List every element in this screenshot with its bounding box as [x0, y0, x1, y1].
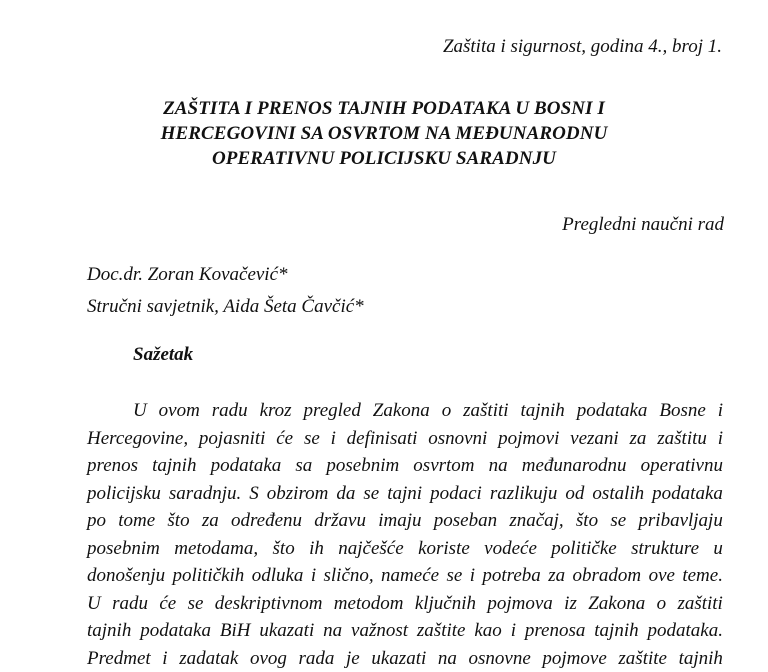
abstract-word: pojmove	[542, 645, 606, 672]
abstract-word: podataka	[577, 397, 648, 425]
abstract-word: imaju	[378, 507, 421, 535]
abstract-word: posebnim	[326, 452, 399, 480]
abstract-word: podataka	[652, 480, 723, 508]
abstract-word: podataka	[211, 452, 282, 480]
abstract-word: zaštite	[417, 617, 466, 645]
abstract-word: osvrtom	[413, 452, 474, 480]
abstract-word: Predmet	[87, 645, 151, 672]
abstract-word: vezani	[570, 425, 619, 453]
author-line: Stručni savjetnik, Aida Šeta Čavčić*	[87, 291, 364, 323]
abstract-word: podaci	[430, 480, 482, 508]
abstract-word: kao	[474, 617, 501, 645]
abstract-word: određenu	[231, 507, 302, 535]
abstract-word: S	[249, 480, 259, 508]
abstract-word: za	[202, 507, 219, 535]
abstract-word: zaštite	[618, 645, 667, 672]
abstract-word: metodom	[334, 590, 404, 618]
abstract-word: operativnu	[641, 452, 723, 480]
abstract-word: policijsku	[87, 480, 161, 508]
journal-header: Zaštita i sigurnost, godina 4., broj 1.	[443, 36, 722, 58]
abstract-word: tajnih	[594, 617, 638, 645]
abstract-word: saradnju.	[169, 480, 241, 508]
abstract-word: podataka	[140, 617, 211, 645]
abstract-word: U	[87, 590, 101, 618]
authors	[87, 259, 364, 323]
abstract-word: Bosne	[659, 397, 705, 425]
abstract-word: političke	[551, 535, 616, 563]
abstract-word: za	[548, 562, 565, 590]
abstract-word: i	[470, 562, 475, 590]
abstract-word: prenos	[87, 452, 138, 480]
abstract-word: metodama,	[174, 535, 258, 563]
abstract-word: pojasniti	[199, 425, 266, 453]
abstract-word: U	[133, 397, 147, 425]
abstract-word: državu	[314, 507, 366, 535]
abstract-word: posebnim	[87, 535, 160, 563]
abstract-word: radu	[212, 397, 248, 425]
abstract-word: nameće	[381, 562, 439, 590]
abstract-word: tajnih	[87, 617, 131, 645]
abstract-word: poseban	[434, 507, 497, 535]
abstract-word: i	[718, 397, 723, 425]
abstract-word: slično,	[324, 562, 374, 590]
abstract-word: i	[511, 617, 516, 645]
abstract-word: kroz	[260, 397, 292, 425]
abstract-word: razlikuju	[490, 480, 558, 508]
abstract-word: tajnih	[152, 452, 196, 480]
abstract-word: zadatak	[179, 645, 238, 672]
abstract-word: vodeće	[484, 535, 537, 563]
abstract-word: potreba	[482, 562, 540, 590]
title-line: ZAŠTITA I PRENOS TAJNIH PODATAKA U BOSNI I	[0, 96, 768, 121]
abstract-word: i	[311, 562, 316, 590]
abstract-word: ih	[309, 535, 324, 563]
abstract-word: Hercegovine,	[87, 425, 188, 453]
abstract-word: je	[346, 645, 360, 672]
abstract-word: prenosa	[525, 617, 586, 645]
abstract-body	[87, 397, 723, 672]
abstract-word: da	[336, 480, 355, 508]
abstract-word: pribavljaju	[638, 507, 722, 535]
abstract-line	[87, 562, 723, 590]
abstract-word: definisati	[347, 425, 418, 453]
abstract-word: ove	[649, 562, 675, 590]
abstract-word: deskriptivnom	[215, 590, 323, 618]
abstract-word: što	[273, 535, 295, 563]
abstract-word: obzirom	[267, 480, 329, 508]
abstract-word: koriste	[418, 535, 470, 563]
abstract-word: zaštitu	[657, 425, 707, 453]
abstract-word: obradom	[573, 562, 642, 590]
abstract-word: i	[162, 645, 167, 672]
paper-type: Pregledni naučni rad	[562, 214, 724, 236]
abstract-word: Zakona	[588, 590, 645, 618]
abstract-word: sa	[295, 452, 312, 480]
abstract-word: o	[442, 397, 452, 425]
title-line: OPERATIVNU POLICIJSKU SARADNJU	[0, 146, 768, 171]
abstract-word: radu	[112, 590, 148, 618]
abstract-word: se	[610, 507, 626, 535]
abstract-word: ključnih	[415, 590, 476, 618]
abstract-word: u	[713, 535, 723, 563]
abstract-line	[87, 397, 723, 425]
abstract-word: se	[363, 480, 379, 508]
abstract-line	[87, 645, 723, 672]
abstract-word: Zakona	[373, 397, 430, 425]
abstract-word: i	[331, 425, 336, 453]
abstract-word: osnovne	[469, 645, 531, 672]
abstract-word: što	[167, 507, 189, 535]
abstract-word: za	[630, 425, 647, 453]
abstract-word: od	[565, 480, 584, 508]
abstract-word: ovom	[159, 397, 200, 425]
abstract-word: na	[489, 452, 508, 480]
abstract-word: političkih	[173, 562, 245, 590]
abstract-line	[87, 617, 723, 645]
abstract-word: odluka	[252, 562, 304, 590]
abstract-word: na	[438, 645, 457, 672]
paper-title	[0, 96, 768, 171]
abstract-line	[87, 590, 723, 618]
abstract-word: ostalih	[592, 480, 644, 508]
abstract-word: pregled	[304, 397, 361, 425]
abstract-word: tajnih	[679, 645, 723, 672]
abstract-word: strukture	[631, 535, 699, 563]
abstract-word: zaštiti	[677, 590, 722, 618]
abstract-word: će	[159, 590, 176, 618]
abstract-word: o	[657, 590, 667, 618]
abstract-word: osnovni	[428, 425, 487, 453]
title-line: HERCEGOVINI SA OSVRTOM NA MEĐUNARODNU	[0, 121, 768, 146]
abstract-word: BiH	[220, 617, 251, 645]
abstract-word: ovog	[250, 645, 287, 672]
abstract-word: donošenju	[87, 562, 165, 590]
abstract-word: teme.	[682, 562, 723, 590]
abstract-word: važnost	[351, 617, 408, 645]
abstract-word: po	[87, 507, 106, 535]
abstract-word: će	[276, 425, 293, 453]
abstract-line	[87, 507, 723, 535]
abstract-word: pojmova	[487, 590, 552, 618]
abstract-word: na	[323, 617, 342, 645]
abstract-line	[87, 452, 723, 480]
abstract-word: ukazati	[371, 645, 426, 672]
abstract-word: iz	[564, 590, 577, 618]
abstract-word: najčešće	[338, 535, 403, 563]
abstract-word: rada	[299, 645, 335, 672]
abstract-word: se	[304, 425, 320, 453]
abstract-word: što	[576, 507, 598, 535]
abstract-word: pojmovi	[498, 425, 559, 453]
abstract-word: tome	[118, 507, 155, 535]
abstract-heading: Sažetak	[133, 344, 193, 366]
author-line: Doc.dr. Zoran Kovačević*	[87, 259, 364, 291]
abstract-word: se	[446, 562, 462, 590]
abstract-word: se	[188, 590, 204, 618]
abstract-word: ukazati	[259, 617, 314, 645]
abstract-line	[87, 425, 723, 453]
abstract-word: podataka.	[648, 617, 723, 645]
abstract-word: tajnih	[520, 397, 564, 425]
abstract-word: tajni	[387, 480, 422, 508]
abstract-word: zaštiti	[463, 397, 508, 425]
abstract-line	[87, 480, 723, 508]
abstract-word: međunarodnu	[522, 452, 627, 480]
abstract-word: značaj,	[509, 507, 563, 535]
abstract-word: i	[718, 425, 723, 453]
abstract-line	[87, 535, 723, 563]
